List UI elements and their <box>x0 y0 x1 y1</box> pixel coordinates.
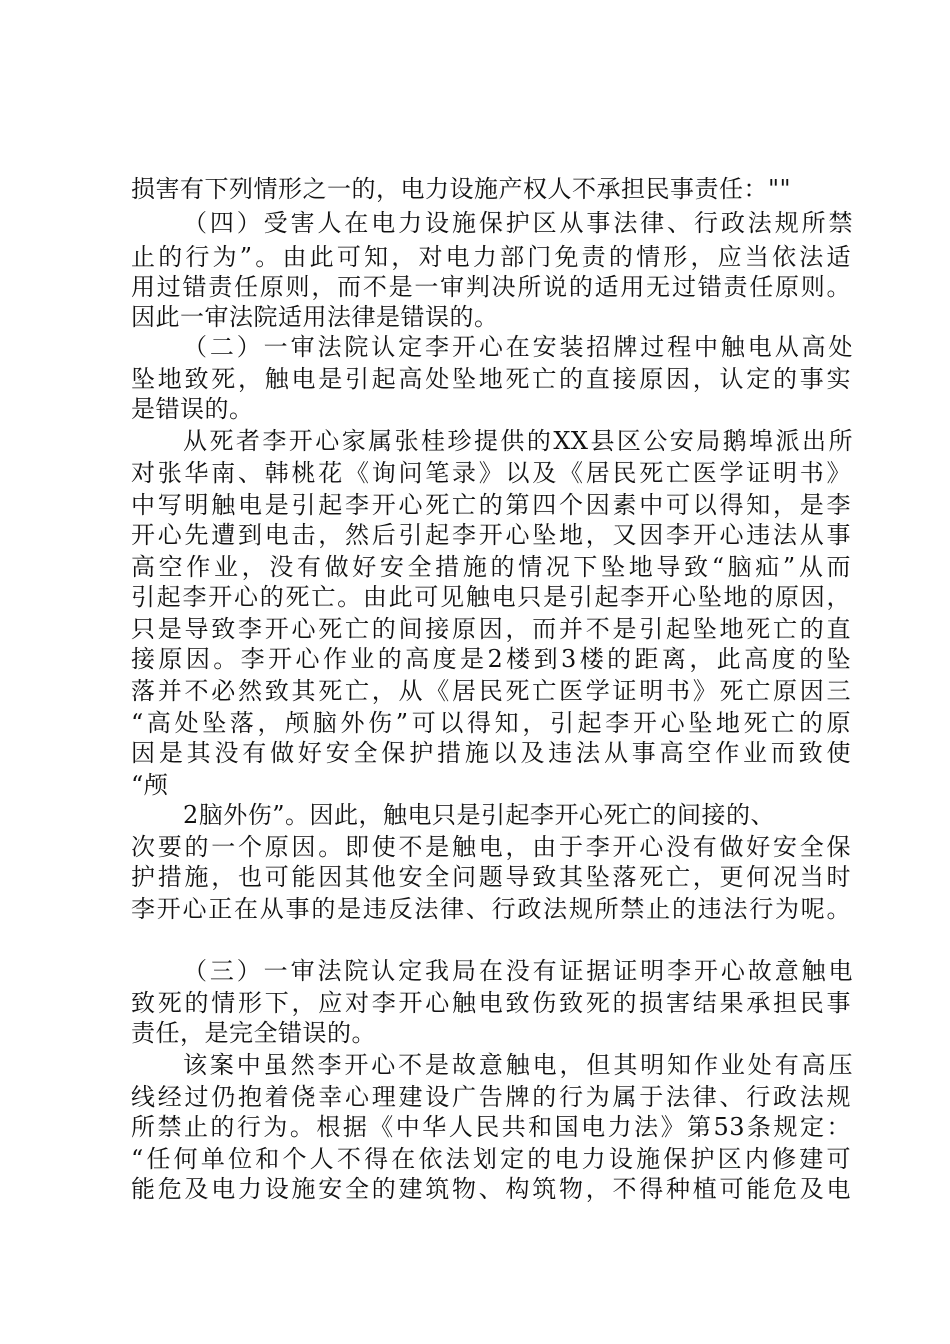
text-line: 因是其没有做好安全保护措施以及违法从事高空作业而致使 <box>131 739 851 767</box>
text-line: “颅 <box>131 771 169 799</box>
text-line: 接原因。李开心作业的高度是2楼到3楼的距离，此高度的坠 <box>131 645 851 673</box>
text-line: 该案中虽然李开心不是故意触电，但其明知作业处有高压 <box>183 1051 853 1079</box>
text-line: （二）一审法院认定李开心在安装招牌过程中触电从高处 <box>183 333 853 361</box>
text-line: 引起李开心的死亡。由此可见触电只是引起李开心坠地的原因， <box>131 583 851 611</box>
text-line: （三）一审法院认定我局在没有证据证明李开心故意触电 <box>183 957 853 985</box>
text-line: （四）受害人在电力设施保护区从事法律、行政法规所禁 <box>183 209 853 237</box>
text-line: 线经过仍抱着侥幸心理建设广告牌的行为属于法律、行政法规 <box>131 1083 851 1111</box>
text-line: 落并不必然致其死亡，从《居民死亡医学证明书》死亡原因三 <box>131 677 851 705</box>
text-line: 从死者李开心家属张桂珍提供的XX县区公安局鹅埠派出所 <box>183 427 853 455</box>
text-line: 李开心正在从事的是违反法律、行政法规所禁止的违法行为呢。 <box>131 895 851 923</box>
text-line: 所禁止的行为。根据《中华人民共和国电力法》第53条规定： <box>131 1113 851 1141</box>
text-line: 对张华南、韩桃花《询问笔录》以及《居民死亡医学证明书》 <box>131 459 851 487</box>
text-line: 开心先遭到电击，然后引起李开心坠地，又因李开心违法从事 <box>131 521 851 549</box>
text-line: 用过错责任原则，而不是一审判决所说的适用无过错责任原则。 <box>131 273 851 301</box>
text-line: 止的行为”。由此可知，对电力部门免责的情形，应当依法适 <box>131 243 851 271</box>
text-line: “高处坠落，颅脑外伤”可以得知，引起李开心坠地死亡的原 <box>131 709 851 737</box>
text-line: 次要的一个原因。即使不是触电，由于李开心没有做好安全保 <box>131 833 851 861</box>
text-line: 高空作业，没有做好安全措施的情况下坠地导致“脑疝”从而 <box>131 553 851 581</box>
text-line: 2脑外伤”。因此，触电只是引起李开心死亡的间接的、 <box>183 801 776 829</box>
text-line: 中写明触电是引起李开心死亡的第四个因素中可以得知，是李 <box>131 491 851 519</box>
text-line: 坠地致死，触电是引起高处坠地死亡的直接原因，认定的事实 <box>131 365 851 393</box>
text-line: 是错误的。 <box>131 395 254 423</box>
text-line: 因此一审法院适用法律是错误的。 <box>131 303 499 331</box>
text-line: 致死的情形下，应对李开心触电致伤致死的损害结果承担民事 <box>131 989 851 1017</box>
text-line: 能危及电力设施安全的建筑物、构筑物，不得种植可能危及电 <box>131 1175 851 1203</box>
text-line: 护措施，也可能因其他安全问题导致其坠落死亡，更何况当时 <box>131 863 851 891</box>
text-line: 损害有下列情形之一的，电力设施产权人不承担民事责任："" <box>131 175 792 203</box>
text-line: 责任，是完全错误的。 <box>131 1019 376 1047</box>
text-line: “任何单位和个人不得在依法划定的电力设施保护区内修建可 <box>131 1145 851 1173</box>
text-line: 只是导致李开心死亡的间接原因，而并不是引起坠地死亡的直 <box>131 615 851 643</box>
